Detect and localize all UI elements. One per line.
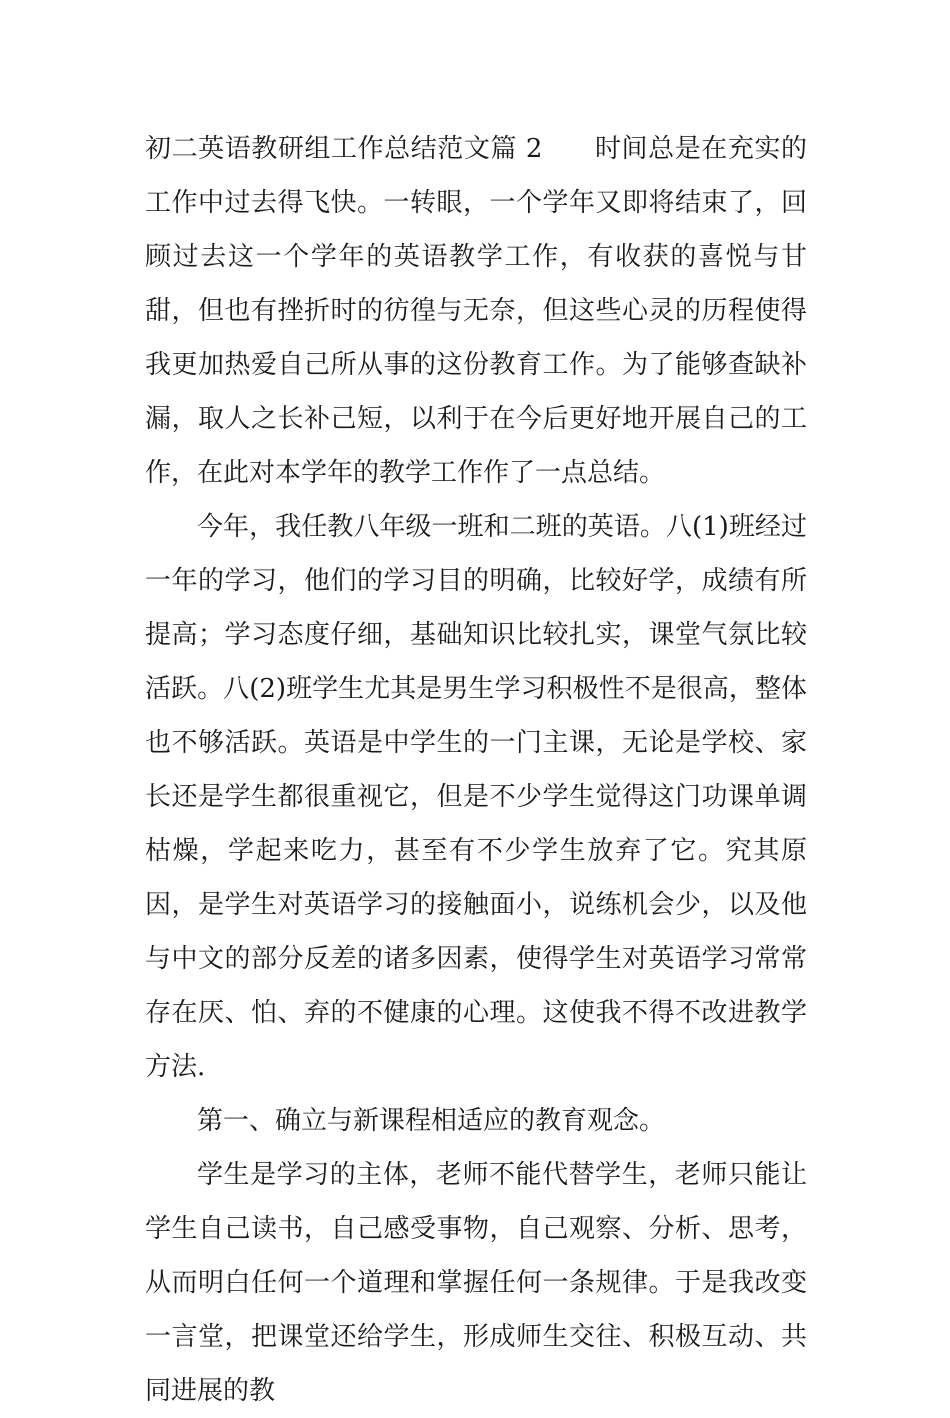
document-page [145,122,807,1418]
intro-paragraph [145,122,807,500]
paragraph-1: 时间总是在充实的工作中过去得飞快。一转眼，一个学年又即将结束了，回顾过去这一个学年的英语教学工作，有收获的喜悦与甘甜，但也有挫折时的彷徨与无奈，但这些心灵的历程使得我更加热爱自己所从事的这份教育工作。为了能够查缺补漏，取人之长补己短，以利于在今后更好地开展自己的工作，在此对本学年的教学工作作了一点总结。 [145,134,807,488]
paragraph-2: 今年，我任教八年级一班和二班的英语。八(1)班经过一年的学习，他们的学习目的明确，比较好学，成绩有所提高；学习态度仔细，基础知识比较扎实，课堂气氛比较活跃。八(2)班学生尤其是男生学习积极性不是很高，整体也不够活跃。英语是中学生的一门主课，无论是学校、家长还是学生都很重视它，但是不少学生觉得这门功课单调枯燥，学起来吃力，甚至有不少学生放弃了它。究其原因，是学生对英语学习的接触面小，说练机会少，以及他与中文的部分反差的诸多因素，使得学生对英语学习常常存在厌、怕、弃的不健康的心理。这使我不得不改进教学方法. [145,512,807,1082]
document-title: 初二英语教研组工作总结范文篇 2 [145,134,543,164]
paragraph-3: 第一、确立与新课程相适应的教育观念。 [197,1106,666,1136]
paragraph-4: 学生是学习的主体，老师不能代替学生，老师只能让学生自己读书，自己感受事物，自己观察、分析、思考，从而明白任何一个道理和掌握任何一条规律。于是我改变一言堂，把课堂还给学生，形成师生交往、积极互动、共同进展的教 [145,1160,807,1406]
